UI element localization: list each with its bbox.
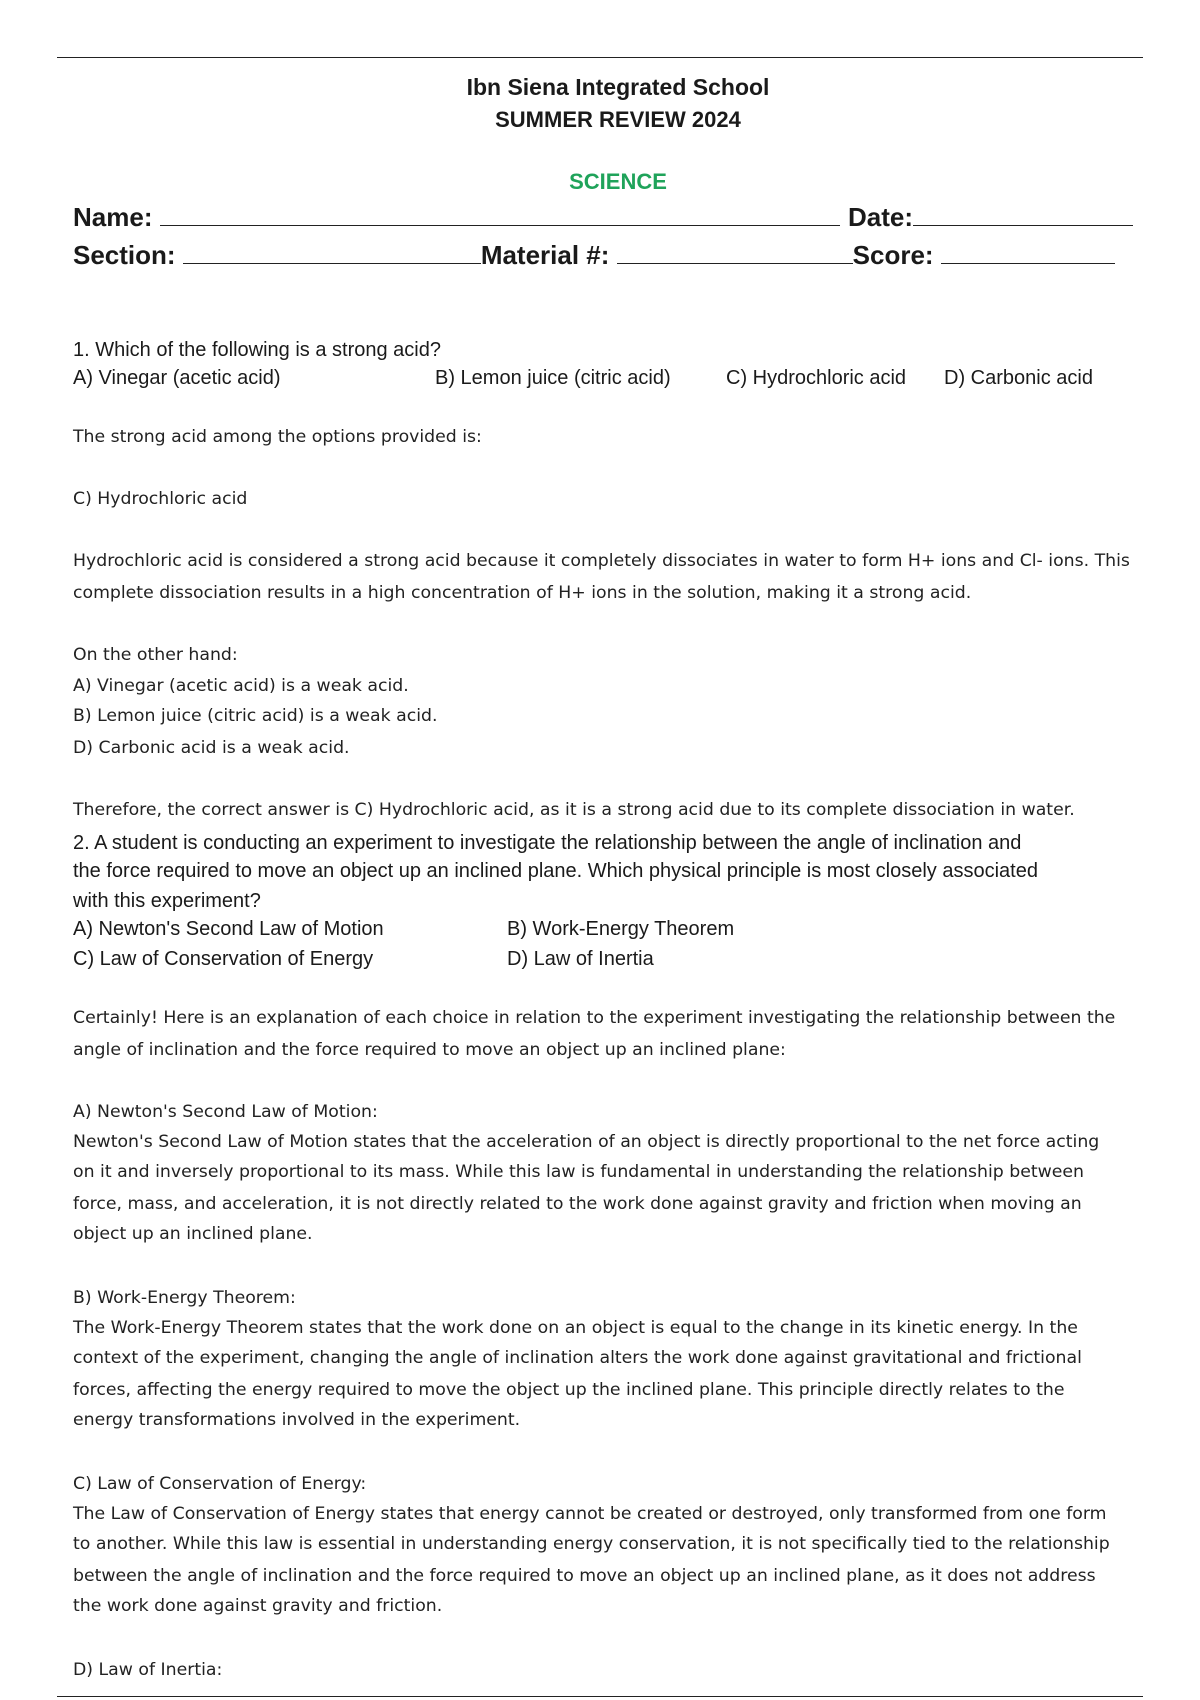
q2-explanation-line: The Law of Conservation of Energy states that energy cannot be created or destroyed, only transformed from one form	[73, 1504, 1107, 1524]
q1-explanation-line: D) Carbonic acid is a weak acid.	[73, 738, 350, 758]
subject-heading: SCIENCE	[569, 169, 667, 194]
date-field[interactable]	[913, 203, 1133, 226]
q2-subheading: D) Law of Inertia:	[73, 1660, 223, 1680]
section-field[interactable]	[183, 241, 481, 264]
score-field[interactable]	[941, 241, 1115, 264]
bottom-rule	[57, 1696, 1143, 1697]
q2-explanation-line: on it and inversely proportional to its mass. While this law is fundamental in understanding the relationship between	[73, 1162, 1084, 1182]
q2-explanation-line: object up an inclined plane.	[73, 1224, 313, 1244]
review-title: SUMMER REVIEW 2024	[495, 107, 741, 132]
score-label: Score:	[852, 240, 934, 270]
date-label: Date:	[848, 202, 914, 232]
q2-explanation-line: the work done against gravity and friction.	[73, 1596, 443, 1616]
q2-explanation-line: Newton's Second Law of Motion states that the acceleration of an object is directly proportional to the net force acting	[73, 1132, 1100, 1152]
q1-option-a: A) Vinegar (acetic acid)	[73, 367, 281, 389]
q1-question: 1. Which of the following is a strong acid?	[73, 339, 441, 361]
q2-explanation-line: context of the experiment, changing the angle of inclination alters the work done against gravitational and frictional	[73, 1348, 1082, 1368]
q2-option-c: C) Law of Conservation of Energy	[73, 948, 374, 970]
q1-explanation-line: B) Lemon juice (citric acid) is a weak acid.	[73, 706, 438, 726]
q2-explanation-line: energy transformations involved in the experiment.	[73, 1410, 521, 1430]
q1-explanation-line: A) Vinegar (acetic acid) is a weak acid.	[73, 676, 409, 696]
q2-explanation-line: angle of inclination and the force required to move an object up an inclined plane:	[73, 1040, 786, 1060]
q1-option-c: C) Hydrochloric acid	[726, 367, 907, 389]
q2-subheading: C) Law of Conservation of Energy:	[73, 1474, 367, 1494]
material-label: Material #:	[480, 240, 610, 270]
q1-explanation-line: The strong acid among the options provided is:	[73, 427, 482, 447]
q2-question-line: with this experiment?	[73, 890, 261, 912]
q1-explanation-line: Hydrochloric acid is considered a strong acid because it completely dissociates in water to form H+ ions and Cl- ions. This	[73, 551, 1130, 571]
q1-explanation-line: C) Hydrochloric acid	[73, 489, 248, 509]
q1-option-d: D) Carbonic acid	[944, 367, 1093, 389]
q2-option-d: D) Law of Inertia	[507, 948, 654, 970]
q1-option-b: B) Lemon juice (citric acid)	[435, 367, 671, 389]
q1-conclusion: Therefore, the correct answer is C) Hydrochloric acid, as it is a strong acid due to its complete dissociation in water.	[73, 800, 1075, 820]
date-row	[848, 202, 1133, 233]
q2-option-a: A) Newton's Second Law of Motion	[73, 918, 384, 940]
q1-explanation-line: On the other hand:	[73, 645, 238, 665]
q2-explanation-line: The Work-Energy Theorem states that the work done on an object is equal to the change in its kinetic energy. In the	[73, 1318, 1078, 1338]
q2-explanation-line: between the angle of inclination and the force required to move an object up an inclined plane, as it does not address	[73, 1566, 1096, 1586]
q2-explanation-line: to another. While this law is essential in understanding energy conservation, it is not specifically tied to the relationship	[73, 1534, 1110, 1554]
q2-explanation-line: force, mass, and acceleration, it is not directly related to the work done against gravity and friction when moving an	[73, 1194, 1082, 1214]
q2-subheading: A) Newton's Second Law of Motion:	[73, 1102, 378, 1122]
q2-explanation-line: Certainly! Here is an explanation of each choice in relation to the experiment investigating the relationship between the	[73, 1008, 1116, 1028]
section-label: Section:	[73, 240, 176, 270]
q2-subheading: B) Work-Energy Theorem:	[73, 1288, 296, 1308]
section-row	[73, 240, 1115, 271]
q2-explanation-line: forces, affecting the energy required to move the object up the inclined plane. This principle directly relates to the	[73, 1380, 1065, 1400]
material-field[interactable]	[617, 241, 853, 264]
name-label: Name:	[73, 202, 153, 232]
q2-question-line: the force required to move an object up an inclined plane. Which physical principle is most closely associated	[73, 860, 1038, 882]
q2-option-b: B) Work-Energy Theorem	[507, 918, 735, 940]
q2-question-line: 2. A student is conducting an experiment to investigate the relationship between the angle of inclination and	[73, 832, 1022, 854]
name-row	[73, 202, 840, 233]
school-name: Ibn Siena Integrated School	[466, 74, 770, 100]
q1-explanation-line: complete dissociation results in a high concentration of H+ ions in the solution, making it a strong acid.	[73, 583, 972, 603]
name-field[interactable]	[160, 203, 840, 226]
top-rule	[57, 57, 1143, 58]
